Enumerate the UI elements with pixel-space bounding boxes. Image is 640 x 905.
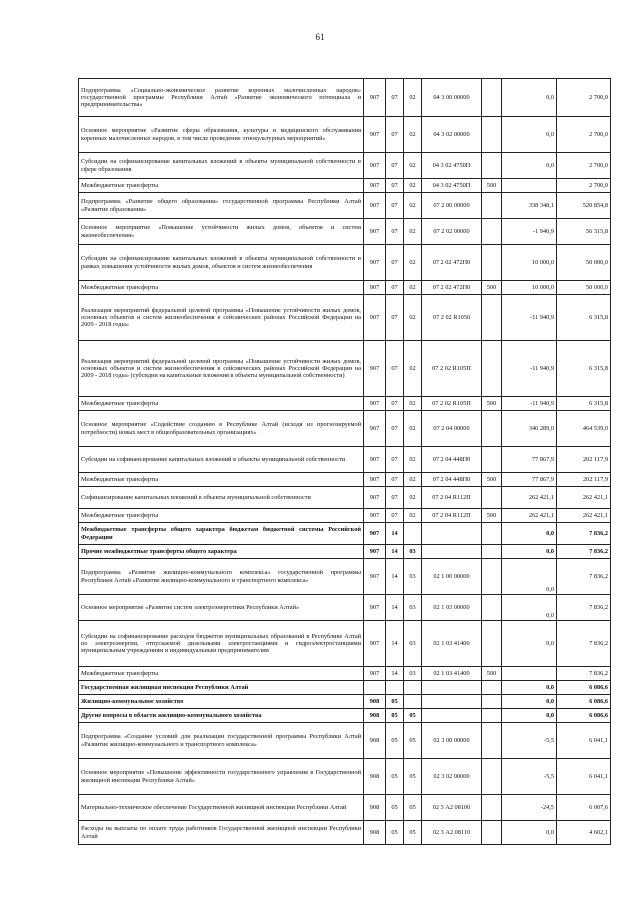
row-ved-cell: 907 — [364, 559, 386, 595]
row-subsection-cell: 03 — [404, 595, 422, 621]
table-row — [79, 179, 611, 193]
row-name-cell: Основное мероприятие «Повышение эффективности государственного управления в Государственной жилищной инспекции Республики Алтай» — [79, 759, 364, 795]
table-row — [79, 245, 611, 281]
table-row — [79, 667, 611, 681]
row-expense-type-cell — [482, 545, 502, 559]
row-expense-type-cell — [482, 79, 502, 117]
row-name-cell: Межбюджетные трансферты — [79, 509, 364, 523]
row-ved-cell: 907 — [364, 79, 386, 117]
row-section-cell: 07 — [386, 179, 404, 193]
row-target-article-cell — [422, 523, 482, 545]
row-subsection-cell: 03 — [404, 559, 422, 595]
row-amount-change-cell — [502, 667, 557, 681]
row-name-cell: Подпрограмма «Создание условий для реализации государственной программы Республики Алтай «Развитие жилищно-коммунального и транспортного комплекса» — [79, 723, 364, 759]
row-amount-total-cell: 4 602,1 — [557, 821, 611, 845]
row-amount-change-cell: 0,0 — [502, 821, 557, 845]
row-section-cell: 05 — [386, 821, 404, 845]
row-target-article-cell: 02 3 00 00000 — [422, 723, 482, 759]
table-row — [79, 821, 611, 845]
row-name-cell: Субсидии на софинансирование расходов бюджетов муниципальных образований в Республике Алтай по электроэнергии, отпускаемой дизельными электростанциями и гидроэлектростанциями муниципальным учреждениям и индивидуальным предпринимателям — [79, 621, 364, 667]
row-subsection-cell: 02 — [404, 487, 422, 509]
table-row — [79, 447, 611, 473]
row-section-cell: 14 — [386, 545, 404, 559]
row-subsection-cell: 05 — [404, 821, 422, 845]
row-expense-type-cell — [482, 709, 502, 723]
row-expense-type-cell — [482, 681, 502, 695]
row-expense-type-cell — [482, 193, 502, 219]
row-amount-change-cell: 0,0 — [502, 545, 557, 559]
row-subsection-cell: 02 — [404, 153, 422, 179]
row-target-article-cell: 02 1 03 00000 — [422, 595, 482, 621]
row-target-article-cell: 02 3 02 00000 — [422, 759, 482, 795]
row-target-article-cell: 04 3 00 00000 — [422, 79, 482, 117]
row-expense-type-cell — [482, 559, 502, 595]
row-section-cell: 05 — [386, 795, 404, 821]
row-subsection-cell: 02 — [404, 79, 422, 117]
row-expense-type-cell: 500 — [482, 281, 502, 295]
row-target-article-cell — [422, 709, 482, 723]
budget-table — [78, 78, 611, 845]
row-section-cell: 07 — [386, 79, 404, 117]
row-target-article-cell: 02 3 А2 08110 — [422, 821, 482, 845]
row-expense-type-cell — [482, 219, 502, 245]
row-name-cell: Прочие межбюджетные трансферты общего характера — [79, 545, 364, 559]
row-amount-change-cell: 77 867,9 — [502, 473, 557, 487]
row-amount-total-cell: 6 315,8 — [557, 341, 611, 397]
row-target-article-cell: 04 3 02 00000 — [422, 117, 482, 153]
row-amount-change-cell: 340 289,0 — [502, 411, 557, 447]
table-row — [79, 795, 611, 821]
row-amount-change-cell: 0,0 — [502, 695, 557, 709]
row-amount-total-cell: 7 836,2 — [557, 621, 611, 667]
row-section-cell: 07 — [386, 245, 404, 281]
row-amount-total-cell: 6 086,6 — [557, 681, 611, 695]
row-amount-total-cell: 6 041,1 — [557, 723, 611, 759]
row-expense-type-cell — [482, 821, 502, 845]
row-subsection-cell — [404, 681, 422, 695]
table-row — [79, 709, 611, 723]
row-target-article-cell: 02 1 03 41400 — [422, 667, 482, 681]
row-ved-cell: 907 — [364, 667, 386, 681]
row-expense-type-cell: 500 — [482, 473, 502, 487]
row-target-article-cell: 07 2 04 00000 — [422, 411, 482, 447]
row-amount-change-cell: 10 000,0 — [502, 281, 557, 295]
row-name-cell: Расходы на выплаты по оплате труда работников Государственной жилищной инспекции Республики Алтай — [79, 821, 364, 845]
row-name-cell: Межбюджетные трансферты — [79, 667, 364, 681]
row-ved-cell: 908 — [364, 709, 386, 723]
row-subsection-cell: 02 — [404, 397, 422, 411]
row-name-cell: Межбюджетные трансферты — [79, 281, 364, 295]
table-row — [79, 341, 611, 397]
row-expense-type-cell — [482, 621, 502, 667]
row-ved-cell: 907 — [364, 473, 386, 487]
row-subsection-cell: 03 — [404, 545, 422, 559]
row-target-article-cell: 02 3 А2 08100 — [422, 795, 482, 821]
row-subsection-cell: 02 — [404, 341, 422, 397]
row-ved-cell: 908 — [364, 795, 386, 821]
table-row — [79, 281, 611, 295]
row-ved-cell: 907 — [364, 509, 386, 523]
row-target-article-cell: 07 2 04 R112П — [422, 487, 482, 509]
table-row — [79, 523, 611, 545]
row-name-cell: Межбюджетные трансферты — [79, 397, 364, 411]
row-amount-total-cell: 7 836,2 — [557, 545, 611, 559]
row-amount-total-cell: 6 086,6 — [557, 695, 611, 709]
row-amount-total-cell: 6 086,6 — [557, 709, 611, 723]
row-amount-total-cell: 202 117,9 — [557, 447, 611, 473]
row-name-cell: Подпрограмма «Социально-экономическое развитие коренных малочисленных народов» государственной программы Республики Алтай «Развитие экономического потенциала и предпринимательства» — [79, 79, 364, 117]
row-ved-cell: 907 — [364, 595, 386, 621]
row-target-article-cell — [422, 681, 482, 695]
row-ved-cell: 907 — [364, 341, 386, 397]
row-section-cell: 05 — [386, 723, 404, 759]
table-row — [79, 79, 611, 117]
row-section-cell — [386, 681, 404, 695]
row-amount-total-cell: 6 007,6 — [557, 795, 611, 821]
row-name-cell: Основное мероприятие «Развитие сферы образования, культуры и медицинского обслуживания коренных малочисленных народов, в том числе проведение этнокультурных мероприятий» — [79, 117, 364, 153]
row-section-cell: 07 — [386, 219, 404, 245]
row-ved-cell: 907 — [364, 397, 386, 411]
row-section-cell: 07 — [386, 487, 404, 509]
row-ved-cell: 907 — [364, 153, 386, 179]
table-row — [79, 153, 611, 179]
row-section-cell: 14 — [386, 667, 404, 681]
row-subsection-cell: 02 — [404, 473, 422, 487]
row-ved-cell — [364, 681, 386, 695]
row-subsection-cell: 05 — [404, 709, 422, 723]
row-section-cell: 05 — [386, 759, 404, 795]
row-amount-total-cell: 520 854,8 — [557, 193, 611, 219]
row-name-cell: Материально-техническое обеспечение Государственной жилищной инспекции Республики Алтай — [79, 795, 364, 821]
row-expense-type-cell — [482, 759, 502, 795]
page-number: 61 — [315, 32, 325, 42]
row-amount-total-cell: 2 700,0 — [557, 117, 611, 153]
row-target-article-cell: 07 2 02 R105П — [422, 397, 482, 411]
row-amount-change-cell: -5,5 — [502, 759, 557, 795]
row-target-article-cell: 07 2 00 00000 — [422, 193, 482, 219]
row-section-cell: 05 — [386, 695, 404, 709]
row-subsection-cell: 05 — [404, 795, 422, 821]
row-amount-total-cell: 56 315,8 — [557, 219, 611, 245]
row-section-cell: 07 — [386, 281, 404, 295]
row-amount-change-cell: 338 348,1 — [502, 193, 557, 219]
row-name-cell: Реализация мероприятий федеральной целевой программы «Повышение устойчивости жилых домов, основных объектов и систем жизнеобеспечения в сейсмических районах Российской Федерации на 2009 - 2018 годы» — [79, 295, 364, 341]
row-expense-type-cell — [482, 795, 502, 821]
table-row — [79, 117, 611, 153]
row-amount-total-cell: 50 000,0 — [557, 245, 611, 281]
row-ved-cell: 907 — [364, 523, 386, 545]
row-ved-cell: 907 — [364, 281, 386, 295]
table-row — [79, 595, 611, 621]
row-target-article-cell: 07 2 02 472П0 — [422, 281, 482, 295]
row-subsection-cell — [404, 523, 422, 545]
row-target-article-cell: 02 1 00 00000 — [422, 559, 482, 595]
row-ved-cell: 907 — [364, 245, 386, 281]
row-name-cell: Другие вопросы в области жилищно-коммунального хозяйства — [79, 709, 364, 723]
row-amount-change-cell: 0,0 — [502, 621, 557, 667]
row-section-cell: 07 — [386, 295, 404, 341]
row-amount-total-cell: 6 315,8 — [557, 295, 611, 341]
row-ved-cell: 907 — [364, 447, 386, 473]
row-section-cell: 14 — [386, 595, 404, 621]
row-section-cell: 14 — [386, 559, 404, 595]
row-subsection-cell: 02 — [404, 193, 422, 219]
row-amount-change-cell: 0,0 — [502, 681, 557, 695]
row-amount-change-cell: 0,0 — [502, 117, 557, 153]
row-name-cell: Субсидии на софинансирование капитальных вложений в объекты муниципальной собственности — [79, 447, 364, 473]
row-amount-total-cell: 6 315,8 — [557, 397, 611, 411]
row-section-cell: 07 — [386, 153, 404, 179]
table-row — [79, 295, 611, 341]
row-target-article-cell: 07 2 02 R1050 — [422, 295, 482, 341]
row-amount-change-cell: 0,0 — [502, 709, 557, 723]
table-row — [79, 559, 611, 595]
row-name-cell: Государственная жилищная инспекция Республики Алтай — [79, 681, 364, 695]
row-amount-change-cell: 0,0 — [502, 595, 557, 621]
row-section-cell: 07 — [386, 411, 404, 447]
row-amount-change-cell: -11 940,9 — [502, 397, 557, 411]
row-section-cell: 07 — [386, 397, 404, 411]
row-amount-change-cell: 0,0 — [502, 523, 557, 545]
row-name-cell: Подпрограмма «Развитие жилищно-коммунального комплекса» государственной программы Республики Алтай «Развитие жилищно-коммунального и транспортного комплекса» — [79, 559, 364, 595]
row-amount-change-cell: -5,5 — [502, 723, 557, 759]
row-ved-cell: 907 — [364, 179, 386, 193]
row-subsection-cell: 02 — [404, 509, 422, 523]
table-row — [79, 621, 611, 667]
row-expense-type-cell — [482, 695, 502, 709]
row-ved-cell: 907 — [364, 219, 386, 245]
row-amount-change-cell: 0,0 — [502, 153, 557, 179]
row-name-cell: Подпрограмма «Развитие общего образования» государственной программы Республики Алтай «Развитие образования» — [79, 193, 364, 219]
row-target-article-cell: 02 1 03 41400 — [422, 621, 482, 667]
row-target-article-cell: 07 2 04 448П0 — [422, 447, 482, 473]
row-ved-cell: 907 — [364, 621, 386, 667]
row-name-cell: Основное мероприятие «Повышение устойчивости жилых домов, объектов и систем жизнеобеспечения» — [79, 219, 364, 245]
row-amount-total-cell: 6 041,1 — [557, 759, 611, 795]
row-name-cell: Межбюджетные трансферты — [79, 473, 364, 487]
row-expense-type-cell: 500 — [482, 509, 502, 523]
row-subsection-cell: 02 — [404, 447, 422, 473]
table-row — [79, 545, 611, 559]
row-expense-type-cell — [482, 723, 502, 759]
row-target-article-cell: 07 2 02 R105П — [422, 341, 482, 397]
row-amount-total-cell: 7 836,2 — [557, 523, 611, 545]
row-subsection-cell — [404, 695, 422, 709]
row-target-article-cell: 07 2 02 00000 — [422, 219, 482, 245]
row-amount-total-cell: 262 421,1 — [557, 509, 611, 523]
row-ved-cell: 907 — [364, 193, 386, 219]
row-name-cell: Основное мероприятие «Содействие созданию в Республике Алтай (исходя из прогнозируемой потребности) новых мест в общеобразовательных организациях» — [79, 411, 364, 447]
row-expense-type-cell — [482, 523, 502, 545]
row-expense-type-cell — [482, 245, 502, 281]
table-row — [79, 681, 611, 695]
row-subsection-cell: 02 — [404, 117, 422, 153]
row-target-article-cell — [422, 545, 482, 559]
row-amount-total-cell: 7 836,2 — [557, 559, 611, 595]
table-row — [79, 193, 611, 219]
row-subsection-cell: 02 — [404, 411, 422, 447]
row-expense-type-cell — [482, 487, 502, 509]
row-ved-cell: 907 — [364, 117, 386, 153]
row-amount-change-cell: 77 867,9 — [502, 447, 557, 473]
table-row — [79, 723, 611, 759]
row-expense-type-cell — [482, 153, 502, 179]
row-ved-cell: 907 — [364, 545, 386, 559]
row-target-article-cell: 07 2 04 448П0 — [422, 473, 482, 487]
row-amount-change-cell: -11 940,9 — [502, 341, 557, 397]
row-subsection-cell: 05 — [404, 723, 422, 759]
row-subsection-cell: 03 — [404, 667, 422, 681]
row-expense-type-cell — [482, 341, 502, 397]
table-row — [79, 487, 611, 509]
row-amount-change-cell — [502, 179, 557, 193]
row-name-cell: Межбюджетные трансферты общего характера бюджетам бюджетной системы Российской Федерации — [79, 523, 364, 545]
row-amount-change-cell: 0,0 — [502, 79, 557, 117]
row-name-cell: Софинансирование капитальных вложений в объекты муниципальной собственности — [79, 487, 364, 509]
row-ved-cell: 907 — [364, 487, 386, 509]
table-row — [79, 695, 611, 709]
row-expense-type-cell — [482, 595, 502, 621]
row-expense-type-cell: 500 — [482, 667, 502, 681]
row-ved-cell: 908 — [364, 821, 386, 845]
row-target-article-cell: 04 3 02 4750П — [422, 179, 482, 193]
row-name-cell: Межбюджетные трансферты — [79, 179, 364, 193]
row-ved-cell: 907 — [364, 295, 386, 341]
table-row — [79, 219, 611, 245]
row-amount-change-cell: 262 421,1 — [502, 487, 557, 509]
row-amount-change-cell: 0,0 — [502, 559, 557, 595]
row-expense-type-cell — [482, 295, 502, 341]
row-section-cell: 07 — [386, 341, 404, 397]
row-name-cell: Субсидии на софинансирование капитальных вложений в объекты муниципальной собственности в рамках повышения устойчивости жилых домов, объектов и систем жизнеобеспечения — [79, 245, 364, 281]
row-amount-total-cell: 202 117,9 — [557, 473, 611, 487]
row-target-article-cell: 04 3 02 4750П — [422, 153, 482, 179]
row-amount-total-cell: 2 700,0 — [557, 179, 611, 193]
row-subsection-cell: 02 — [404, 295, 422, 341]
table-row — [79, 397, 611, 411]
row-amount-change-cell: 10 000,0 — [502, 245, 557, 281]
row-amount-change-cell: -24,5 — [502, 795, 557, 821]
table-row — [79, 509, 611, 523]
row-expense-type-cell — [482, 117, 502, 153]
row-amount-total-cell: 2 700,0 — [557, 153, 611, 179]
row-ved-cell: 908 — [364, 723, 386, 759]
row-subsection-cell: 02 — [404, 219, 422, 245]
row-ved-cell: 907 — [364, 411, 386, 447]
row-amount-change-cell: -11 940,9 — [502, 295, 557, 341]
row-section-cell: 07 — [386, 447, 404, 473]
table-row — [79, 759, 611, 795]
row-amount-change-cell: 262 421,1 — [502, 509, 557, 523]
row-amount-total-cell: 2 700,0 — [557, 79, 611, 117]
row-subsection-cell: 02 — [404, 281, 422, 295]
row-expense-type-cell — [482, 411, 502, 447]
row-expense-type-cell: 500 — [482, 397, 502, 411]
row-subsection-cell: 02 — [404, 245, 422, 281]
budget-table-body — [79, 79, 611, 845]
row-section-cell: 05 — [386, 709, 404, 723]
row-section-cell: 14 — [386, 621, 404, 667]
row-target-article-cell: 07 2 04 R112П — [422, 509, 482, 523]
row-ved-cell: 908 — [364, 695, 386, 709]
row-expense-type-cell — [482, 447, 502, 473]
table-row — [79, 473, 611, 487]
row-ved-cell: 908 — [364, 759, 386, 795]
row-section-cell: 07 — [386, 193, 404, 219]
row-name-cell: Реализация мероприятий федеральной целевой программы «Повышение устойчивости жилых домов, основных объектов и систем жизнеобеспечения в сейсмических районах Российской Федерации на 2009 - 2018 годы» (субсидии на капитальные вложения в объекты муниципальной собственности) — [79, 341, 364, 397]
row-expense-type-cell: 500 — [482, 179, 502, 193]
row-subsection-cell: 02 — [404, 179, 422, 193]
row-name-cell: Жилищно-коммунальное хозяйство — [79, 695, 364, 709]
table-row — [79, 411, 611, 447]
row-amount-total-cell: 464 539,0 — [557, 411, 611, 447]
row-name-cell: Основное мероприятие «Развитие систем электроэнергетики Республики Алтай» — [79, 595, 364, 621]
row-section-cell: 07 — [386, 117, 404, 153]
row-subsection-cell: 05 — [404, 759, 422, 795]
row-amount-change-cell: -1 940,9 — [502, 219, 557, 245]
row-amount-total-cell: 7 836,2 — [557, 667, 611, 681]
row-section-cell: 07 — [386, 509, 404, 523]
row-target-article-cell — [422, 695, 482, 709]
row-subsection-cell: 03 — [404, 621, 422, 667]
row-amount-total-cell: 262 421,1 — [557, 487, 611, 509]
row-amount-total-cell: 7 836,2 — [557, 595, 611, 621]
row-name-cell: Субсидии на софинансирование капитальных вложений в объекты муниципальной собственности в сфере образования — [79, 153, 364, 179]
row-section-cell: 07 — [386, 473, 404, 487]
row-target-article-cell: 07 2 02 472П0 — [422, 245, 482, 281]
row-amount-total-cell: 50 000,0 — [557, 281, 611, 295]
row-section-cell: 14 — [386, 523, 404, 545]
